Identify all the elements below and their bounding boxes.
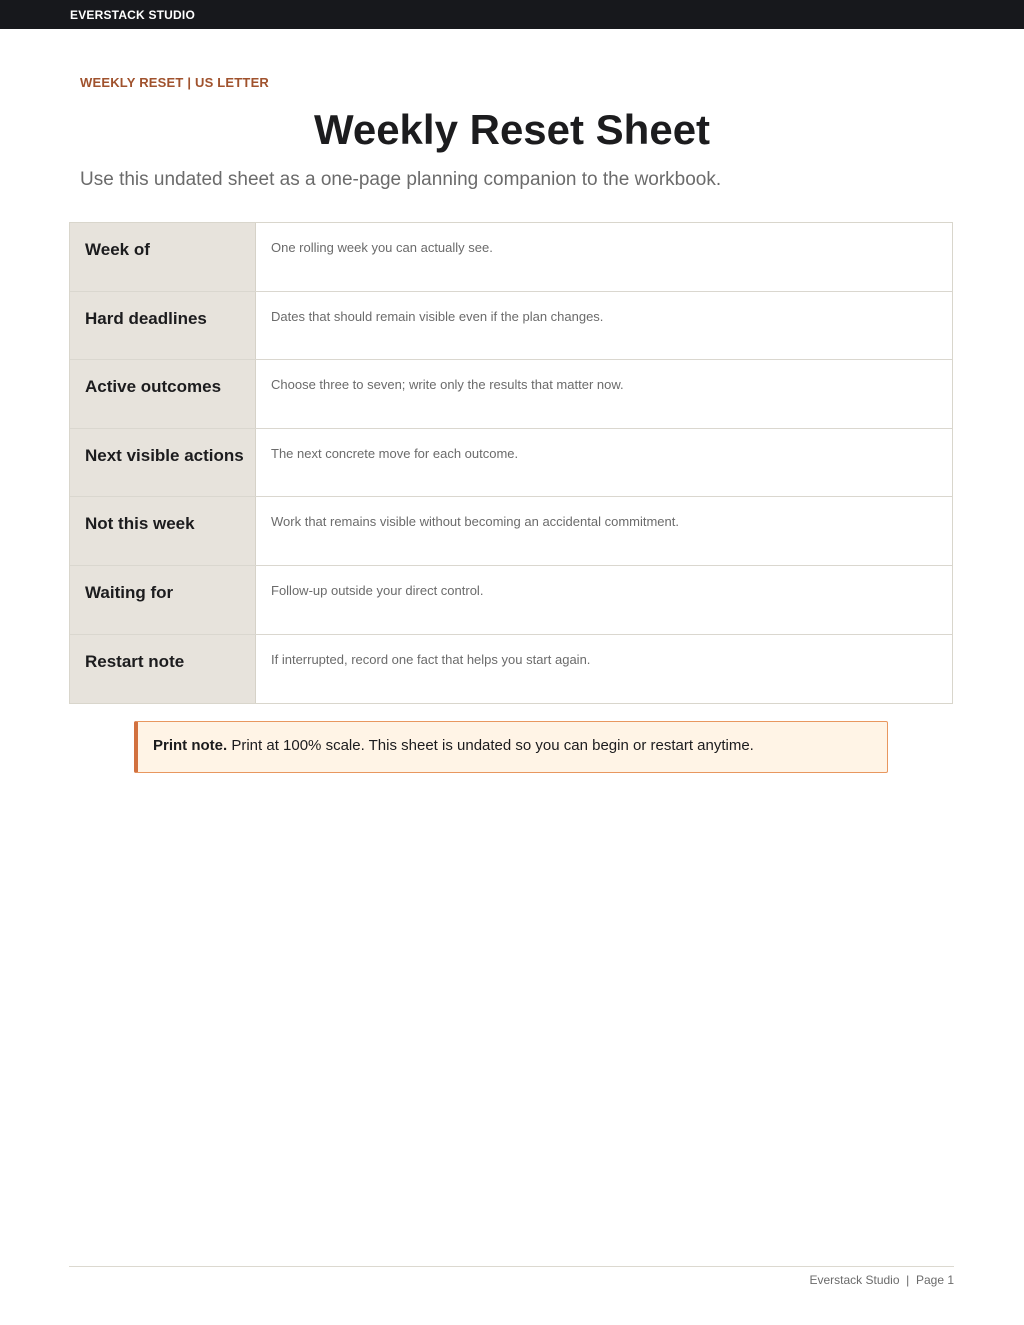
row-label: Active outcomes bbox=[70, 360, 256, 428]
row-label: Hard deadlines bbox=[70, 292, 256, 360]
row-label: Not this week bbox=[70, 497, 256, 565]
page-title: Weekly Reset Sheet bbox=[313, 106, 711, 153]
row-field[interactable]: Follow-up outside your direct control. bbox=[256, 566, 952, 634]
row-field[interactable]: If interrupted, record one fact that helps you start again. bbox=[256, 635, 952, 704]
page-subtitle: Use this undated sheet as a one-page planning companion to the workbook. bbox=[80, 169, 722, 190]
row-label: Week of bbox=[70, 223, 256, 291]
print-note-callout bbox=[134, 721, 888, 773]
row-field[interactable]: One rolling week you can actually see. bbox=[256, 223, 952, 291]
footer-page-info: Everstack Studio | Page 1 bbox=[809, 1273, 954, 1287]
row-label: Waiting for bbox=[70, 566, 256, 634]
row-field[interactable]: Dates that should remain visible even if the plan changes. bbox=[256, 292, 952, 360]
brand-name: EVERSTACK STUDIO bbox=[70, 8, 195, 22]
sheet-row-next-visible-actions bbox=[70, 429, 952, 498]
row-field[interactable]: Work that remains visible without becoming an accidental commitment. bbox=[256, 497, 952, 565]
reset-sheet-table bbox=[69, 222, 953, 704]
sheet-row-hard-deadlines bbox=[70, 292, 952, 361]
row-label: Restart note bbox=[70, 635, 256, 704]
sheet-row-active-outcomes bbox=[70, 360, 952, 429]
print-note-label: Print note. bbox=[153, 737, 228, 754]
sheet-row-restart-note bbox=[70, 635, 952, 704]
sheet-row-not-this-week bbox=[70, 497, 952, 566]
row-field[interactable]: Choose three to seven; write only the results that matter now. bbox=[256, 360, 952, 428]
top-bar bbox=[0, 0, 1024, 29]
eyebrow-label: WEEKLY RESET | US LETTER bbox=[80, 75, 270, 90]
sheet-row-waiting-for bbox=[70, 566, 952, 635]
footer-divider bbox=[69, 1266, 954, 1267]
print-note-text: Print at 100% scale. This sheet is undated so you can begin or restart anytime. bbox=[231, 737, 754, 754]
sheet-row-week-of bbox=[70, 223, 952, 292]
row-label: Next visible actions bbox=[70, 429, 256, 497]
row-field[interactable]: The next concrete move for each outcome. bbox=[256, 429, 952, 497]
